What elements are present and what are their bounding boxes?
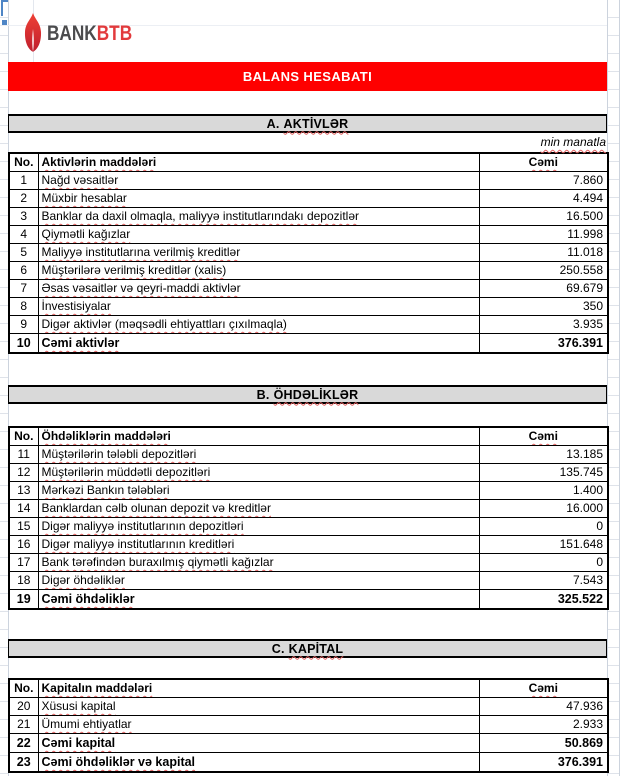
- section-c-prefix: C.: [271, 641, 285, 656]
- section-b-prefix: B.: [256, 387, 270, 402]
- cell-amount[interactable]: 0: [479, 518, 608, 536]
- cell-row-number[interactable]: 10: [9, 334, 38, 354]
- cell-amount[interactable]: 47.936: [479, 698, 608, 716]
- table-row: [9, 280, 608, 298]
- column-header-no[interactable]: No.: [9, 679, 38, 698]
- table-row: [9, 334, 608, 354]
- table-row: [9, 298, 608, 316]
- table-row: [9, 518, 608, 536]
- column-header-total[interactable]: Cəmi: [479, 427, 608, 446]
- cell-amount[interactable]: 7.543: [479, 572, 608, 590]
- table-row: [9, 446, 608, 464]
- cell-row-number[interactable]: 15: [9, 518, 38, 536]
- table-row: [9, 262, 608, 280]
- cell-row-number[interactable]: 5: [9, 244, 38, 262]
- cell-row-number[interactable]: 11: [9, 446, 38, 464]
- cell-amount[interactable]: 3.935: [479, 316, 608, 334]
- cell-amount[interactable]: 0: [479, 554, 608, 572]
- item-label-text: Digər aktivlər (məqsədli ehtiyattları çıxılmaqla): [41, 317, 287, 331]
- column-header-total[interactable]: Cəmi: [479, 679, 608, 698]
- cell-item-label[interactable]: [38, 464, 479, 482]
- cell-selection-border: [1, 0, 3, 16]
- section-b-header[interactable]: [8, 385, 607, 404]
- item-label-text: Ümumi ehtiyatlar: [41, 717, 132, 731]
- cell-row-number[interactable]: 21: [9, 716, 38, 734]
- flame-icon: [24, 13, 42, 53]
- column-header-label[interactable]: Aktivlərin maddələri: [38, 153, 479, 172]
- item-label-text: Banklardan cəlb olunan depozit və kreditlər: [41, 501, 271, 515]
- item-label-text: Bank tərəfindən buraxılmış qiymətli kağızlar: [41, 555, 274, 569]
- logo-bank-label: BANK: [47, 21, 97, 45]
- liabilities-table: [8, 426, 609, 610]
- cell-amount[interactable]: 135.745: [479, 464, 608, 482]
- cell-row-number[interactable]: 17: [9, 554, 38, 572]
- table-row: [9, 590, 608, 610]
- column-header-total[interactable]: Cəmi: [479, 153, 608, 172]
- cell-row-number[interactable]: 6: [9, 262, 38, 280]
- cell-amount[interactable]: 7.860: [479, 172, 608, 190]
- assets-table: [8, 152, 609, 354]
- cell-amount[interactable]: 69.679: [479, 280, 608, 298]
- cell-item-label[interactable]: [38, 244, 479, 262]
- cell-item-label[interactable]: [38, 536, 479, 554]
- cell-amount[interactable]: 4.494: [479, 190, 608, 208]
- cell-item-label[interactable]: [38, 753, 479, 773]
- cell-amount[interactable]: 50.869: [479, 734, 608, 753]
- cell-row-number[interactable]: 22: [9, 734, 38, 753]
- item-label-text: Digər maliyyə institutlarının depozitləri: [41, 519, 244, 533]
- cell-item-label[interactable]: [38, 190, 479, 208]
- item-label-text: Digər maliyyə institutlarının kreditləri: [41, 537, 235, 551]
- cell-row-number[interactable]: 4: [9, 226, 38, 244]
- capital-table: [8, 678, 609, 773]
- table-row: [9, 482, 608, 500]
- item-label-text: Müştərilərin tələbli depozitləri: [41, 447, 197, 461]
- cell-row-number[interactable]: 8: [9, 298, 38, 316]
- cell-amount[interactable]: 350: [479, 298, 608, 316]
- cell-row-number[interactable]: 7: [9, 280, 38, 298]
- section-c-header[interactable]: [8, 639, 607, 658]
- cell-item-label[interactable]: [38, 316, 479, 334]
- cell-row-number[interactable]: 9: [9, 316, 38, 334]
- logo-btb-label: BTB: [96, 21, 133, 45]
- cell-item-label[interactable]: [38, 482, 479, 500]
- item-label-text: Cəmi aktivlər: [41, 336, 120, 350]
- table-header-row: [9, 679, 608, 698]
- table-row: [9, 572, 608, 590]
- cell-amount[interactable]: 325.522: [479, 590, 608, 610]
- table-row: [9, 190, 608, 208]
- cell-amount[interactable]: 376.391: [479, 753, 608, 773]
- cell-row-number[interactable]: 23: [9, 753, 38, 773]
- column-header-no[interactable]: No.: [9, 153, 38, 172]
- print-area: [8, 0, 607, 773]
- cell-amount[interactable]: 250.558: [479, 262, 608, 280]
- right-margin-gridlines: [607, 0, 620, 776]
- item-label-text: Əsas vəsaitlər və qeyri-maddi aktivlər: [41, 281, 241, 295]
- item-label-text: İnvestisiyalar: [41, 299, 111, 313]
- section-a-title: AKTİVLƏR: [283, 116, 349, 131]
- cell-amount[interactable]: 11.018: [479, 244, 608, 262]
- cell-row-number[interactable]: 12: [9, 464, 38, 482]
- cell-item-label[interactable]: [38, 500, 479, 518]
- section-a-header[interactable]: [8, 114, 607, 133]
- cell-amount[interactable]: 376.391: [479, 334, 608, 354]
- cell-row-number[interactable]: 20: [9, 698, 38, 716]
- column-header-label[interactable]: Kapitalın maddələri: [38, 679, 479, 698]
- header-area: [8, 0, 607, 62]
- cell-row-number[interactable]: 19: [9, 590, 38, 610]
- item-label-text: Cəmi kapital: [41, 736, 116, 750]
- table-row: [9, 244, 608, 262]
- balance-title-banner[interactable]: [8, 62, 607, 91]
- cell-item-label[interactable]: [38, 280, 479, 298]
- table-row: [9, 753, 608, 773]
- item-label-text: Digər öhdəliklər: [41, 573, 125, 587]
- cell-item-label[interactable]: [38, 518, 479, 536]
- item-label-text: Qiymətli kağızlar: [41, 227, 131, 241]
- table-row: [9, 536, 608, 554]
- table-row: [9, 316, 608, 334]
- cell-row-number[interactable]: 3: [9, 208, 38, 226]
- cell-item-label[interactable]: [38, 572, 479, 590]
- cell-item-label[interactable]: [38, 446, 479, 464]
- table-header-row: [9, 427, 608, 446]
- logo-text: [47, 23, 132, 44]
- cell-row-number[interactable]: 16: [9, 536, 38, 554]
- item-label-text: Nağd vəsaitlər: [41, 173, 119, 187]
- cell-item-label[interactable]: [38, 716, 479, 734]
- item-label-text: Maliyyə institutlarına verilmiş kreditlər: [41, 245, 241, 259]
- column-header-label[interactable]: Öhdəliklərin maddələri: [38, 427, 479, 446]
- table-row: [9, 226, 608, 244]
- cell-item-label[interactable]: [38, 208, 479, 226]
- cell-row-number[interactable]: 2: [9, 190, 38, 208]
- cell-item-label[interactable]: [38, 554, 479, 572]
- item-label-text: Mərkəzi Bankın tələbləri: [41, 483, 170, 497]
- column-header-no[interactable]: No.: [9, 427, 38, 446]
- cell-amount[interactable]: 1.400: [479, 482, 608, 500]
- cell-row-number[interactable]: 1: [9, 172, 38, 190]
- cell-selection-handle[interactable]: [2, 20, 7, 25]
- cell-row-number[interactable]: 13: [9, 482, 38, 500]
- section-a-prefix: A.: [266, 116, 280, 131]
- table-row: [9, 208, 608, 226]
- cell-item-label[interactable]: [38, 172, 479, 190]
- item-label-text: Cəmi öhdəliklər: [41, 592, 135, 606]
- table-row: [9, 464, 608, 482]
- page-title: BALANS HESABATI: [242, 69, 373, 84]
- item-label-text: Müxbir hesablar: [41, 191, 127, 205]
- item-label-text: Xüsusi kapital: [41, 699, 116, 713]
- table-row: [9, 716, 608, 734]
- table-row: [9, 698, 608, 716]
- cell-item-label[interactable]: [38, 226, 479, 244]
- cell-item-label[interactable]: [38, 734, 479, 753]
- cell-amount[interactable]: 2.933: [479, 716, 608, 734]
- cell-item-label[interactable]: [38, 334, 479, 354]
- cell-row-number[interactable]: 14: [9, 500, 38, 518]
- bank-logo[interactable]: [24, 13, 151, 53]
- table-row: [9, 172, 608, 190]
- table-header-row: [9, 153, 608, 172]
- section-c-title: KAPİTAL: [288, 641, 344, 656]
- item-label-text: Cəmi öhdəliklər və kapital: [41, 755, 196, 769]
- section-b-title: ÖHDƏLİKLƏR: [273, 387, 359, 402]
- cell-amount[interactable]: 151.648: [479, 536, 608, 554]
- table-row: [9, 554, 608, 572]
- cell-amount[interactable]: 11.998: [479, 226, 608, 244]
- cell-item-label[interactable]: [38, 590, 479, 610]
- cell-amount[interactable]: 16.000: [479, 500, 608, 518]
- cell-item-label[interactable]: [38, 298, 479, 316]
- cell-item-label[interactable]: [38, 262, 479, 280]
- item-label-text: Müştərilərə verilmiş kreditlər (xalis): [41, 263, 227, 277]
- table-row: [9, 734, 608, 753]
- cell-row-number[interactable]: 18: [9, 572, 38, 590]
- unit-note-label: min manatla: [540, 135, 606, 149]
- item-label-text: Banklar da daxil olmaqla, maliyyə institutlarındakı depozitlər: [41, 209, 359, 223]
- cell-item-label[interactable]: [38, 698, 479, 716]
- unit-note[interactable]: [8, 133, 607, 152]
- cell-amount[interactable]: 16.500: [479, 208, 608, 226]
- table-row: [9, 500, 608, 518]
- cell-amount[interactable]: 13.185: [479, 446, 608, 464]
- item-label-text: Müştərilərin müddətli depozitləri: [41, 465, 211, 479]
